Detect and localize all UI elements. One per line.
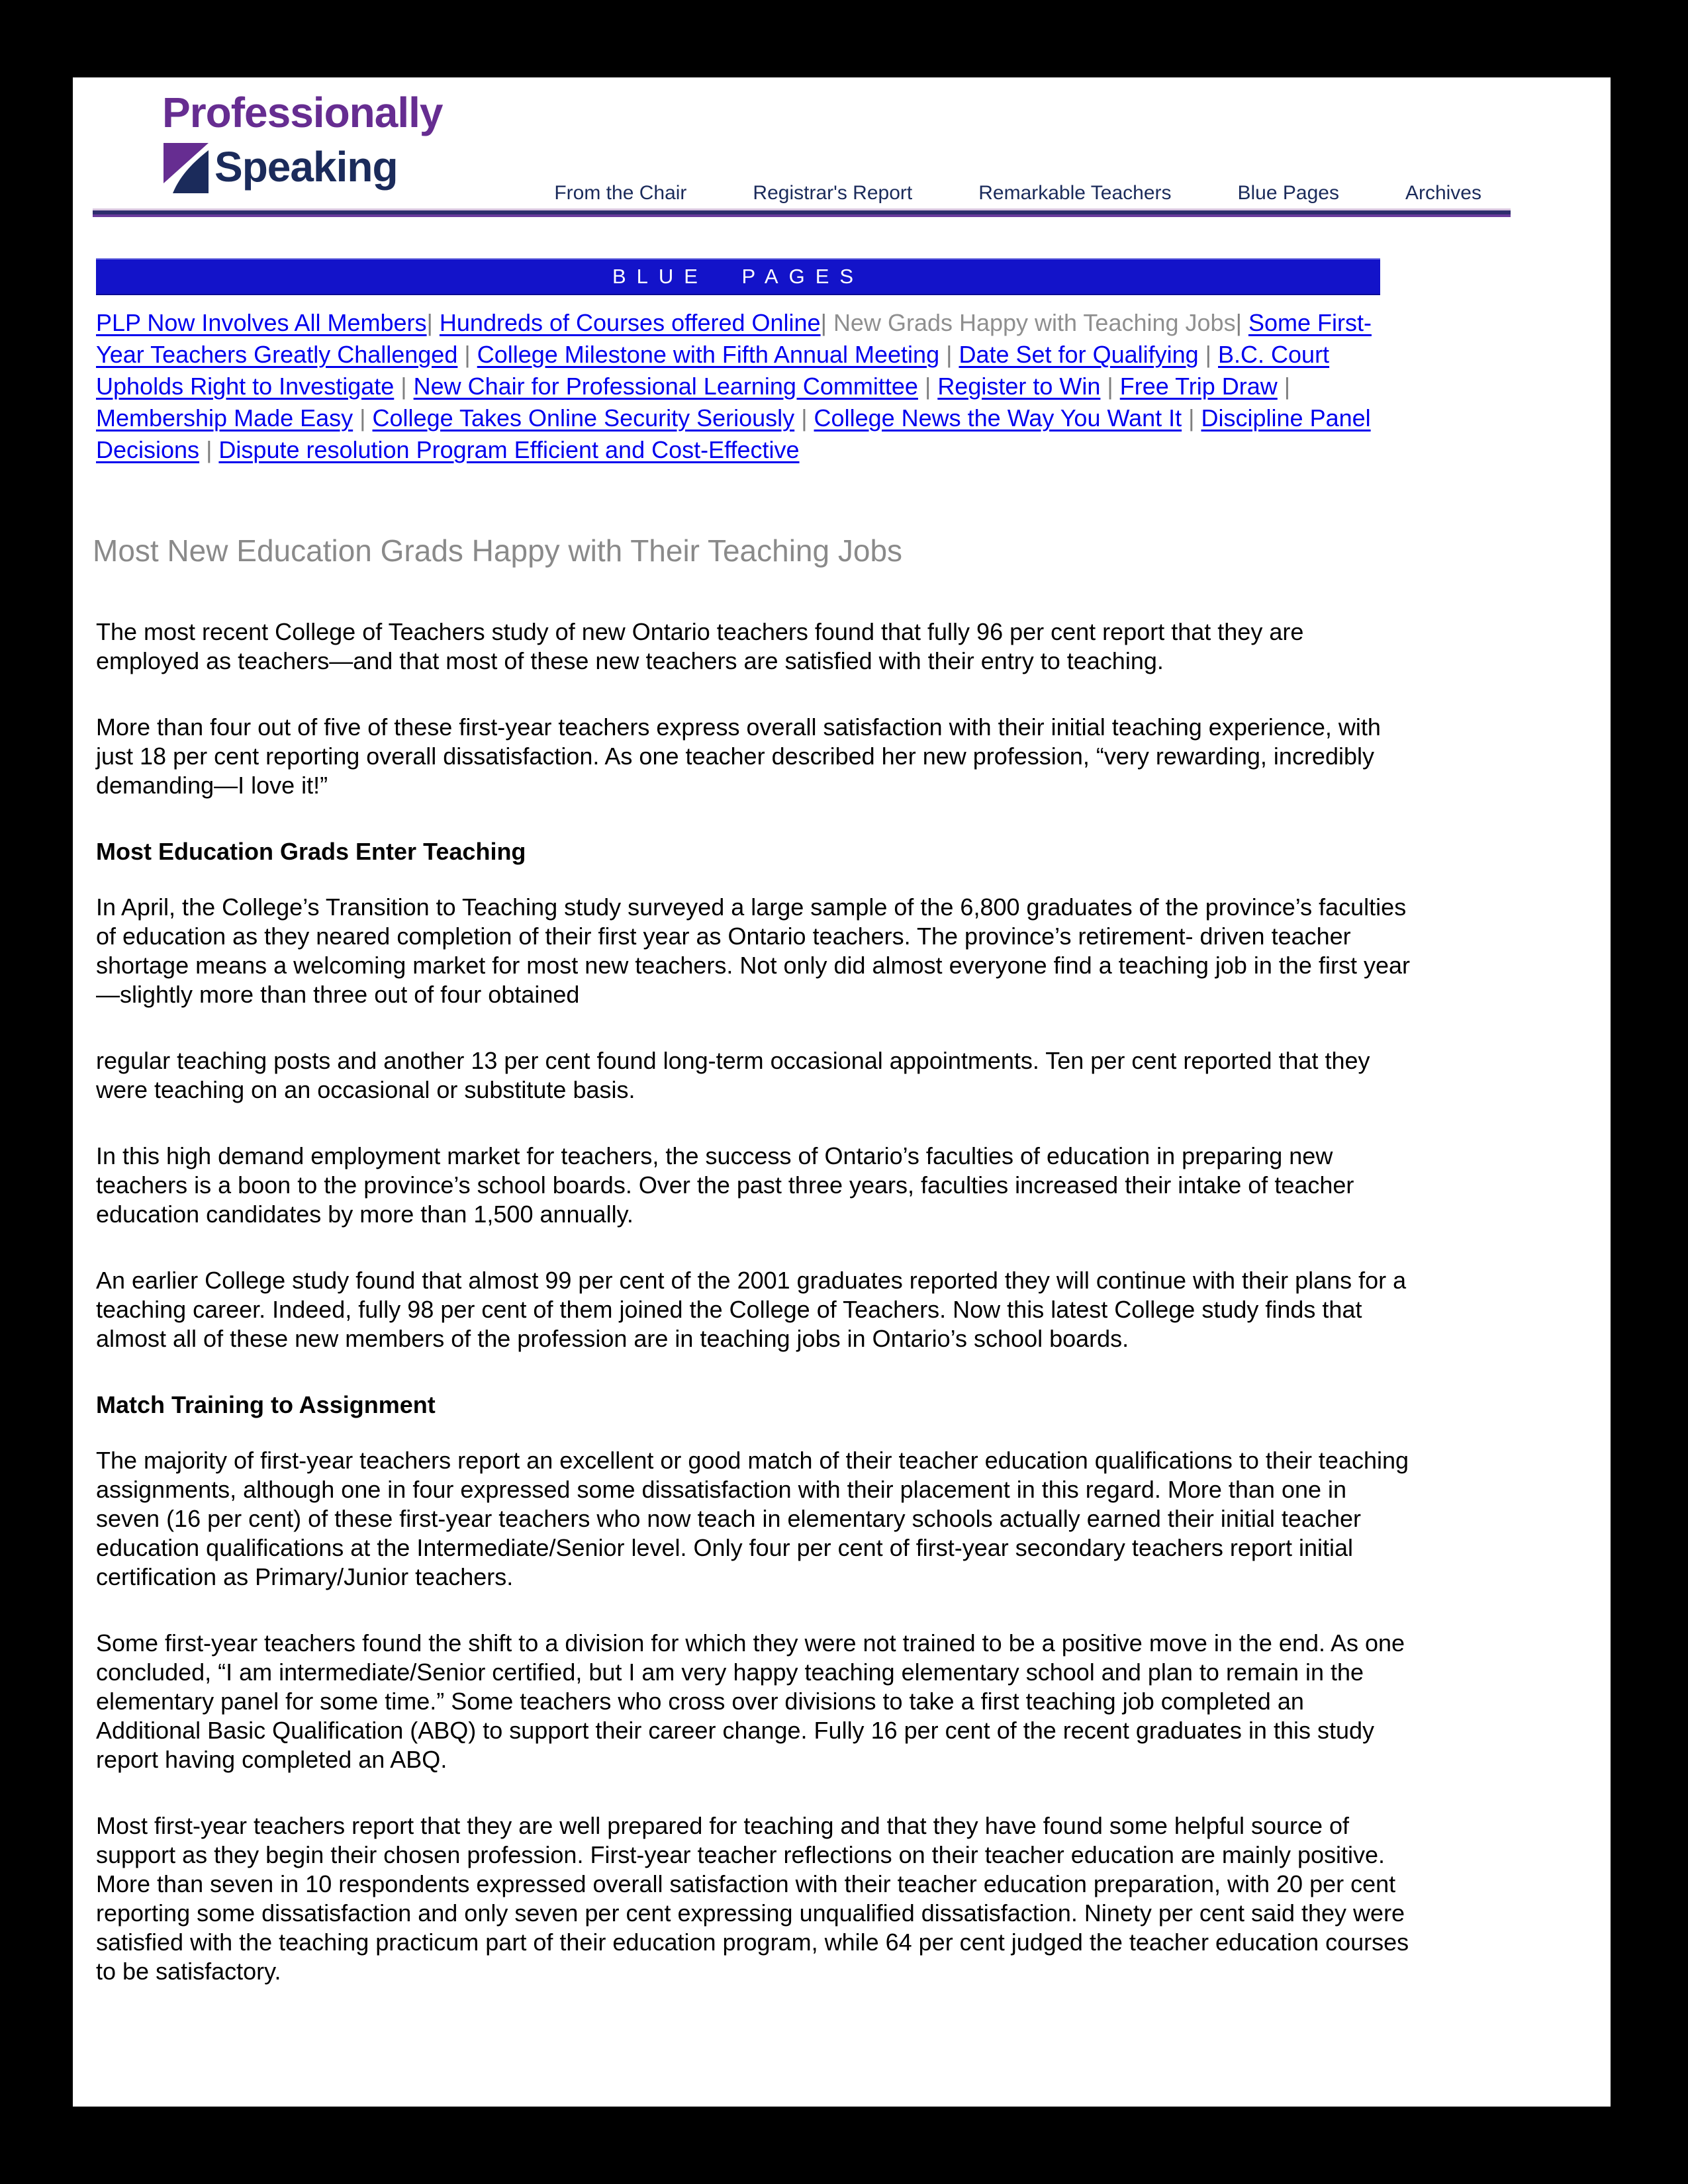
brand-wordmark-speaking: Speaking — [214, 143, 398, 191]
index-separator: | — [199, 436, 219, 463]
article-paragraph-7: The majority of first-year teachers report an excellent or good match of their teacher education qualifications to their teaching assignments, although one in four expressed some dissatisfaction with their placement in this regard. More than one in seven (16 per cent) of these first-year teachers who now teach in elementary schools actually earned their initial teacher education qualifications at the Intermediate/Senior level. Only four per cent of first-year secondary teachers report initial certification as Primary/Junior teachers. — [96, 1447, 1409, 1590]
index-separator: | — [457, 341, 477, 368]
index-link-plp[interactable]: PLP Now Involves All Members — [96, 309, 427, 336]
article-paragraph-4: regular teaching posts and another 13 per cent found long-term occasional appointments. Ten per cent reported that they were teaching on an occasional or substitute basis. — [96, 1047, 1370, 1103]
index-separator: | — [794, 404, 814, 432]
index-separator: | — [939, 341, 959, 368]
nav-item-blue-pages[interactable]: Blue Pages — [1237, 182, 1339, 204]
article-paragraph-8: Some first-year teachers found the shift to a division for which they were not trained to be a positive move in the end. As one concluded, “I am intermediate/Senior certified, but I am very happy teaching elementary school and plan to remain in the elementary panel for some time.” Some teachers who cross over divisions to take a first teaching job completed an Additional Basic Qualification (ABQ) to support their career change. Fully 16 per cent of the recent graduates in this study report having completed an ABQ. — [96, 1629, 1405, 1773]
index-link-discipline-panel[interactable]: Discipline Panel Decisions — [96, 404, 1371, 463]
blue-pages-index — [96, 307, 1413, 466]
index-current-new-grads: New Grads Happy with Teaching Jobs — [833, 309, 1236, 336]
brand-wordmark-professionally: Professionally — [162, 89, 443, 136]
index-separator: | — [1235, 309, 1248, 336]
nav-item-remarkable-teachers[interactable]: Remarkable Teachers — [978, 182, 1172, 204]
header-divider-rule — [93, 208, 1511, 217]
article-title: Most New Education Grads Happy with Their Teaching Jobs — [93, 533, 903, 568]
index-separator: | — [917, 373, 938, 400]
nav-item-registrars-report[interactable]: Registrar's Report — [753, 182, 913, 204]
article-paragraph-3: In April, the College’s Transition to Teaching study surveyed a large sample of the 6,800 graduates of the province’s faculties of education as they neared completion of their first year as Ontario teachers. The province’s retirement- driven teacher shortage means a welcoming market for most new teachers. Not only did almost everyone find a teaching job in the first year—slightly more than three out of four obtained — [96, 893, 1410, 1008]
index-link-register-to-win[interactable]: Register to Win — [937, 373, 1101, 400]
index-link-college-milestone[interactable]: College Milestone with Fifth Annual Meeting — [477, 341, 940, 368]
index-separator: | — [1277, 373, 1291, 400]
index-link-bc-court[interactable]: B.C. Court Upholds Right to Investigate — [96, 341, 1330, 400]
index-link-dispute-resolution[interactable]: Dispute resolution Program Efficient and Cost-Effective — [218, 436, 800, 463]
index-link-courses-online[interactable]: Hundreds of Courses offered Online — [439, 309, 821, 336]
article-paragraph-1: The most recent College of Teachers study of new Ontario teachers found that fully 96 per cent report that they are employed as teachers—and that most of these new teachers are satisfied with their entry to teaching. — [96, 618, 1304, 674]
index-link-college-news[interactable]: College News the Way You Want It — [814, 404, 1182, 432]
article-subheading-match-training: Match Training to Assignment — [96, 1391, 436, 1418]
index-link-date-set-qualifying[interactable]: Date Set for Qualifying — [959, 341, 1199, 368]
article-paragraph-5: In this high demand employment market for teachers, the success of Ontario’s faculties of education in preparing new teachers is a boon to the province’s school boards. Over the past three years, faculties increased their intake of teacher education candidates by more than 1,500 annually. — [96, 1142, 1354, 1228]
index-link-membership-made-easy[interactable]: Membership Made Easy — [96, 404, 353, 432]
index-separator: | — [820, 309, 833, 336]
site-header — [73, 77, 1611, 208]
article-body — [96, 617, 1410, 1986]
top-navigation — [554, 182, 1481, 205]
index-link-free-trip-draw[interactable]: Free Trip Draw — [1119, 373, 1278, 400]
index-link-online-security[interactable]: College Takes Online Security Seriously — [372, 404, 795, 432]
rule-shadow — [93, 214, 1511, 217]
index-separator: | — [353, 404, 373, 432]
index-separator: | — [1198, 341, 1219, 368]
nav-item-archives[interactable]: Archives — [1405, 182, 1481, 204]
article-subheading-grads-enter-teaching: Most Education Grads Enter Teaching — [96, 838, 526, 865]
brand-logo-icon — [163, 142, 209, 194]
blue-pages-banner — [96, 258, 1380, 295]
index-separator: | — [426, 309, 440, 336]
article-paragraph-6: An earlier College study found that almost 99 per cent of the 2001 graduates reported they will continue with their plans for a teaching career. Indeed, fully 98 per cent of them joined the College of Teachers. Now this latest College study finds that almost all of these new members of the profession are in teaching jobs in Ontario’s school boards. — [96, 1267, 1407, 1352]
article-paragraph-9: Most first-year teachers report that they are well prepared for teaching and that they have found some helpful source of support as they begin their chosen profession. First-year teacher reflections on their teacher education are mainly positive. More than seven in 10 respondents expressed overall satisfaction with their teacher education preparation, with 20 per cent reporting some dissatisfaction and only seven per cent expressing unqualified dissatisfaction. Ninety per cent said they were satisfied with the teaching practicum part of their education program, while 64 per cent judged the teacher education courses to be satisfactory. — [96, 1812, 1409, 1985]
index-link-new-chair-plc[interactable]: New Chair for Professional Learning Committee — [413, 373, 918, 400]
index-link-first-year-challenged[interactable]: Some First-Year Teachers Greatly Challenged — [96, 309, 1372, 368]
index-separator: | — [1182, 404, 1201, 432]
index-separator: | — [394, 373, 414, 400]
article-paragraph-2: More than four out of five of these first-year teachers express overall satisfaction with their initial teaching experience, with just 18 per cent reporting overall dissatisfaction. As one teacher described her new profession, “very rewarding, incredibly demanding—I love it!” — [96, 713, 1381, 799]
brand-row — [163, 142, 398, 194]
nav-item-from-the-chair[interactable]: From the Chair — [554, 182, 687, 204]
blue-pages-banner-label: BLUE PAGES — [612, 265, 865, 288]
content-surface — [73, 77, 1611, 2107]
index-separator: | — [1100, 373, 1120, 400]
